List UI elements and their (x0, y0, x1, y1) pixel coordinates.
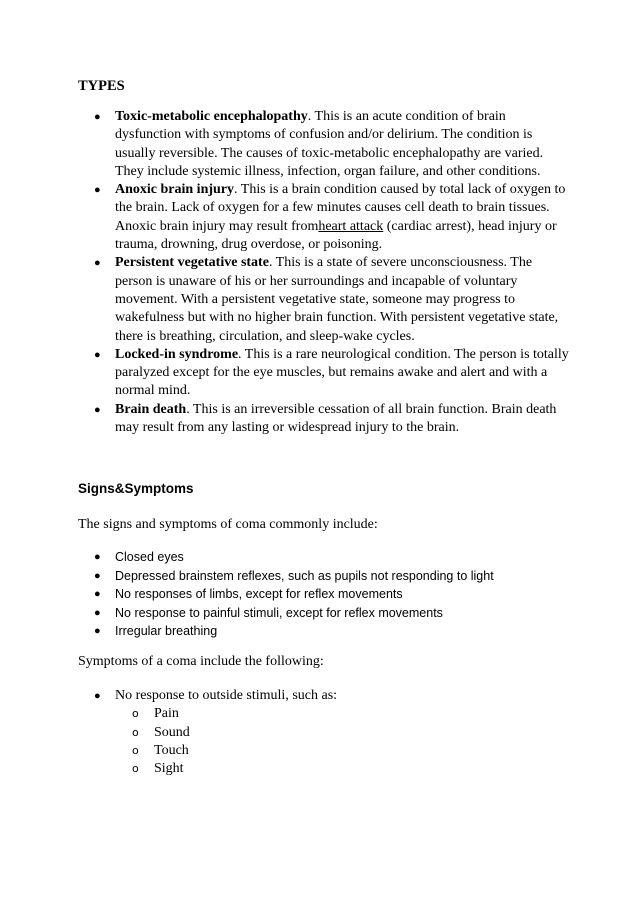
list-item (90, 401, 570, 438)
list-item (90, 585, 570, 604)
list-item (90, 567, 570, 586)
list-item (90, 181, 570, 254)
types-list (90, 108, 570, 437)
stimulus-text: Pain (154, 706, 179, 722)
bullet-dot-icon: ● (94, 403, 101, 416)
symptom-text: No response to outside stimuli, such as: (115, 688, 338, 703)
stimulus-text: Sight (154, 761, 184, 777)
signs-list (90, 548, 570, 641)
symptoms-intro: Symptoms of a coma include the following: (78, 654, 324, 669)
stimuli-sublist (115, 705, 570, 778)
sub-list-item (115, 760, 570, 778)
term-label: Toxic-metabolic encephalopathy (115, 109, 308, 124)
term-description: . This is a rare neurological condition. The person is totally paralyzed except for the eye muscles, but remains awake and alert and with a normal mind. (115, 346, 569, 399)
sign-text: No response to painful stimuli, except for reflex movements (115, 605, 443, 620)
sub-list-item (115, 724, 570, 742)
bullet-dot-icon: ● (94, 257, 101, 270)
term-label: Persistent vegetative state (115, 255, 269, 271)
stimulus-text: Touch (154, 742, 189, 758)
bullet-dot-icon: ● (94, 111, 101, 123)
bullet-circle-icon: o (132, 725, 139, 739)
sign-text: Depressed brainstem reflexes, such as pupils not responding to light (115, 568, 494, 583)
bullet-dot-icon: ● (94, 606, 101, 619)
term-label: Locked-in syndrome (115, 346, 239, 362)
bullet-dot-icon: ● (94, 184, 101, 197)
bullet-dot-icon: ● (94, 569, 101, 582)
bullet-dot-icon: ● (94, 348, 101, 361)
bullet-dot-icon: ● (94, 588, 101, 600)
heart-attack-link[interactable]: heart attack (318, 218, 384, 234)
term-label: Brain death (115, 401, 187, 417)
list-item (90, 346, 570, 401)
bullet-circle-icon: o (132, 762, 139, 776)
bullet-dot-icon: ● (94, 625, 101, 637)
term-description: . This is an irreversible cessation of all brain function. Brain death may result from any lasting or widespread injury to the brain. (115, 401, 557, 436)
stimulus-text: Sound (154, 724, 190, 740)
term-label: Anoxic brain injury (115, 182, 235, 198)
list-item (90, 548, 570, 567)
sub-list-item (115, 742, 570, 760)
term-description-continued: (cardiac arrest), head injury or trauma, drowning, drug overdose, or poisoning. (115, 218, 557, 253)
list-item (90, 622, 570, 641)
list-item (90, 687, 570, 778)
bullet-dot-icon: ● (94, 690, 101, 702)
term-description: . This is a brain condition caused by total lack of oxygen to the brain. Lack of oxygen for a few minutes causes cell death to brain tissues. Anoxic brain injury may result from (115, 182, 566, 234)
sign-text: Irregular breathing (115, 624, 218, 638)
sub-list-item (115, 705, 570, 723)
term-description: . This is a state of severe unconsciousness. The person is unaware of his or her surroundings and incapable of voluntary movement. With a persistent vegetative state, someone may progress to wakefulness but with no higher brain function. With persistent vegetative state, there is breathing, circulation, and sleep-wake cycles. (115, 255, 559, 344)
bullet-circle-icon: o (132, 707, 139, 721)
signs-intro: The signs and symptoms of coma commonly include: (78, 517, 378, 532)
term-description: . This is an acute condition of brain dysfunction with symptoms of confusion and/or delirium. The condition is usually reversible. The causes of toxic-metabolic encephalopathy are varied. They include systemic illness, infection, organ failure, and other conditions. (115, 109, 544, 179)
sign-text: No responses of limbs, except for reflex movements (115, 587, 403, 601)
list-item (90, 604, 570, 623)
bullet-dot-icon: ● (94, 551, 101, 563)
sign-text: Closed eyes (115, 550, 184, 564)
signs-symptoms-heading: Signs&Symptoms (78, 481, 194, 496)
types-heading: TYPES (78, 78, 125, 94)
symptoms-list (90, 687, 570, 778)
list-item (90, 254, 570, 345)
bullet-circle-icon: o (132, 743, 139, 757)
list-item (90, 108, 570, 181)
